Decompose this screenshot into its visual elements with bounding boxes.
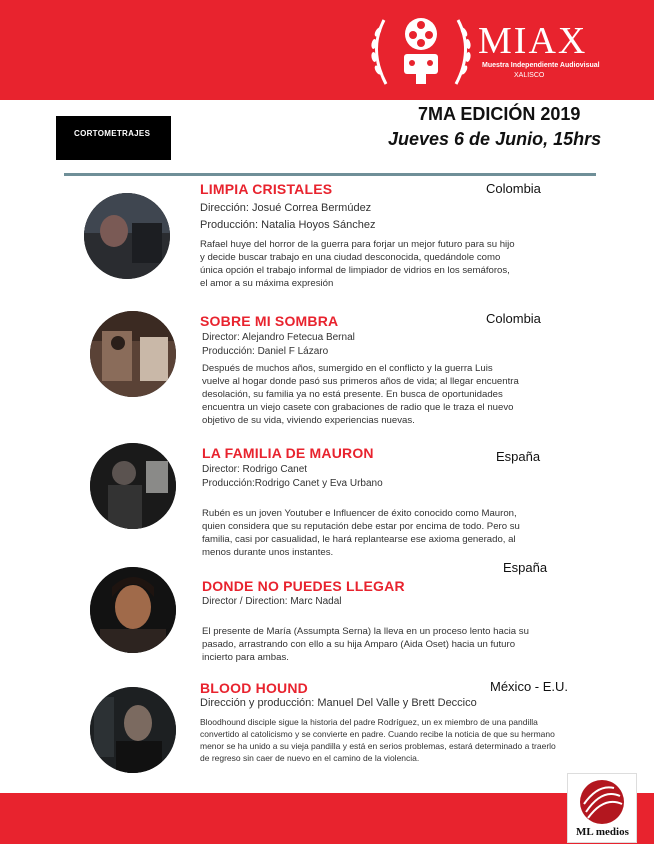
synopsis-line: Rafael huye del horror de la guerra para forjar un mejor futuro para su hijo (200, 239, 515, 250)
film-still-thumbnail (84, 193, 170, 279)
synopsis-line: familia, casi por casualidad, le hará replantearse ese axioma generado, al (202, 534, 516, 545)
film-country: España (503, 560, 548, 575)
film-credit: Dirección y producción: Manuel Del Valle y Brett Deccico (200, 697, 477, 709)
synopsis-line: Bloodhound disciple sigue la historia del padre Rodríguez, un ex miembro de una pandilla (200, 717, 538, 727)
synopsis-line: menor se ha unido a su vieja pandilla y está en serios problemas, estará determinado a traerlo (200, 741, 556, 751)
film-title: LIMPIA CRISTALES (200, 181, 333, 197)
ml-medios-logo (567, 773, 637, 843)
film-synopsis (200, 716, 556, 764)
film-country: España (496, 449, 541, 464)
film-title: SOBRE MI SOMBRA (200, 313, 339, 329)
edition-title: 7MA EDICIÓN 2019 (418, 104, 581, 124)
synopsis-line: El presente de María (Assumpta Serna) la lleva en un proceso lento hacia su (202, 626, 529, 637)
section-label: CORTOMETRAJES (74, 129, 151, 138)
synopsis-line: vuelve al hogar donde pasó sus primeros años de vida; al llegar encuentra (202, 376, 519, 387)
film-still-thumbnail (90, 567, 176, 653)
synopsis-line: Rubén es un joven Youtuber e Influencer de éxito conocido como Mauron, (202, 508, 517, 519)
film-credit: Director: Alejandro Fetecua Bernal (202, 332, 355, 343)
film-credit: Producción: Natalia Hoyos Sánchez (200, 219, 376, 231)
synopsis-line: pasado, arrastrando con ello a su hija Amparo (Aida Oset) hacia un futuro (202, 639, 516, 650)
synopsis-line: objetivo de su vida, viviendo experiencias nuevas. (202, 415, 415, 426)
film-country: Colombia (486, 311, 541, 326)
film-credit: Producción:Rodrigo Canet y Eva Urbano (202, 478, 383, 489)
film-still-thumbnail (90, 311, 176, 397)
film-synopsis (200, 238, 515, 290)
ml-medios-emblem-icon (568, 774, 636, 828)
section-label-box (56, 116, 171, 160)
film-title: LA FAMILIA DE MAURON (202, 445, 374, 461)
film-credit: Producción: Daniel F Lázaro (202, 346, 329, 357)
screening-date: Jueves 6 de Junio, 15hrs (388, 129, 602, 149)
synopsis-line: desolación, su familia ya no está presente. En busca de oportunidades (202, 389, 503, 400)
synopsis-line: y decide buscar trabajo en una ciudad desconocida, quedándole como (200, 252, 501, 263)
synopsis-line: de regreso sin caer de nuevo en el camino de la violencia. (200, 753, 420, 763)
divider (64, 173, 596, 176)
synopsis-line: encuentra un viejo casete con grabaciones de radio que le traza el nuevo (202, 402, 514, 413)
synopsis-line: incierto para ambas. (202, 652, 289, 663)
miax-logo (366, 10, 626, 92)
film-title: DONDE NO PUEDES LLEGAR (202, 578, 405, 594)
film-credit: Dirección: Josué Correa Bermúdez (200, 202, 372, 214)
film-country: Colombia (486, 181, 541, 196)
logo-location: XALISCO (514, 72, 545, 79)
film-synopsis (202, 362, 519, 427)
film-country: México - E.U. (490, 679, 569, 694)
synopsis-line: quien considera que su reputación debe estar por encima de todo. Pero su (202, 521, 520, 532)
synopsis-line: única opción el trabajo informal de limpiador de vidrios en los semáforos, (200, 265, 510, 276)
laurel-film-reel-icon (366, 10, 476, 92)
film-credit: Director: Rodrigo Canet (202, 464, 308, 475)
synopsis-line: menos durante unos instantes. (202, 547, 334, 558)
film-title: BLOOD HOUND (200, 680, 308, 696)
logo-subtitle: Muestra Independiente Audiovisual (482, 62, 600, 69)
ml-medios-text: ML medios (576, 826, 629, 838)
synopsis-line: el amor a su máxima expresión (200, 278, 334, 289)
film-still-thumbnail (90, 443, 176, 529)
film-still-thumbnail (90, 687, 176, 773)
synopsis-line: convertido al catolicismo y se convierte en padre. Cuando recibe la noticia de que su hermano (200, 729, 555, 739)
synopsis-line: Después de muchos años, sumergido en el conflicto y la guerra Luis (202, 363, 493, 374)
film-synopsis (202, 625, 529, 664)
film-credit: Director / Direction: Marc Nadal (202, 596, 342, 607)
film-synopsis (202, 507, 520, 559)
footer-band (0, 793, 654, 844)
logo-title: MIAX (478, 20, 588, 62)
